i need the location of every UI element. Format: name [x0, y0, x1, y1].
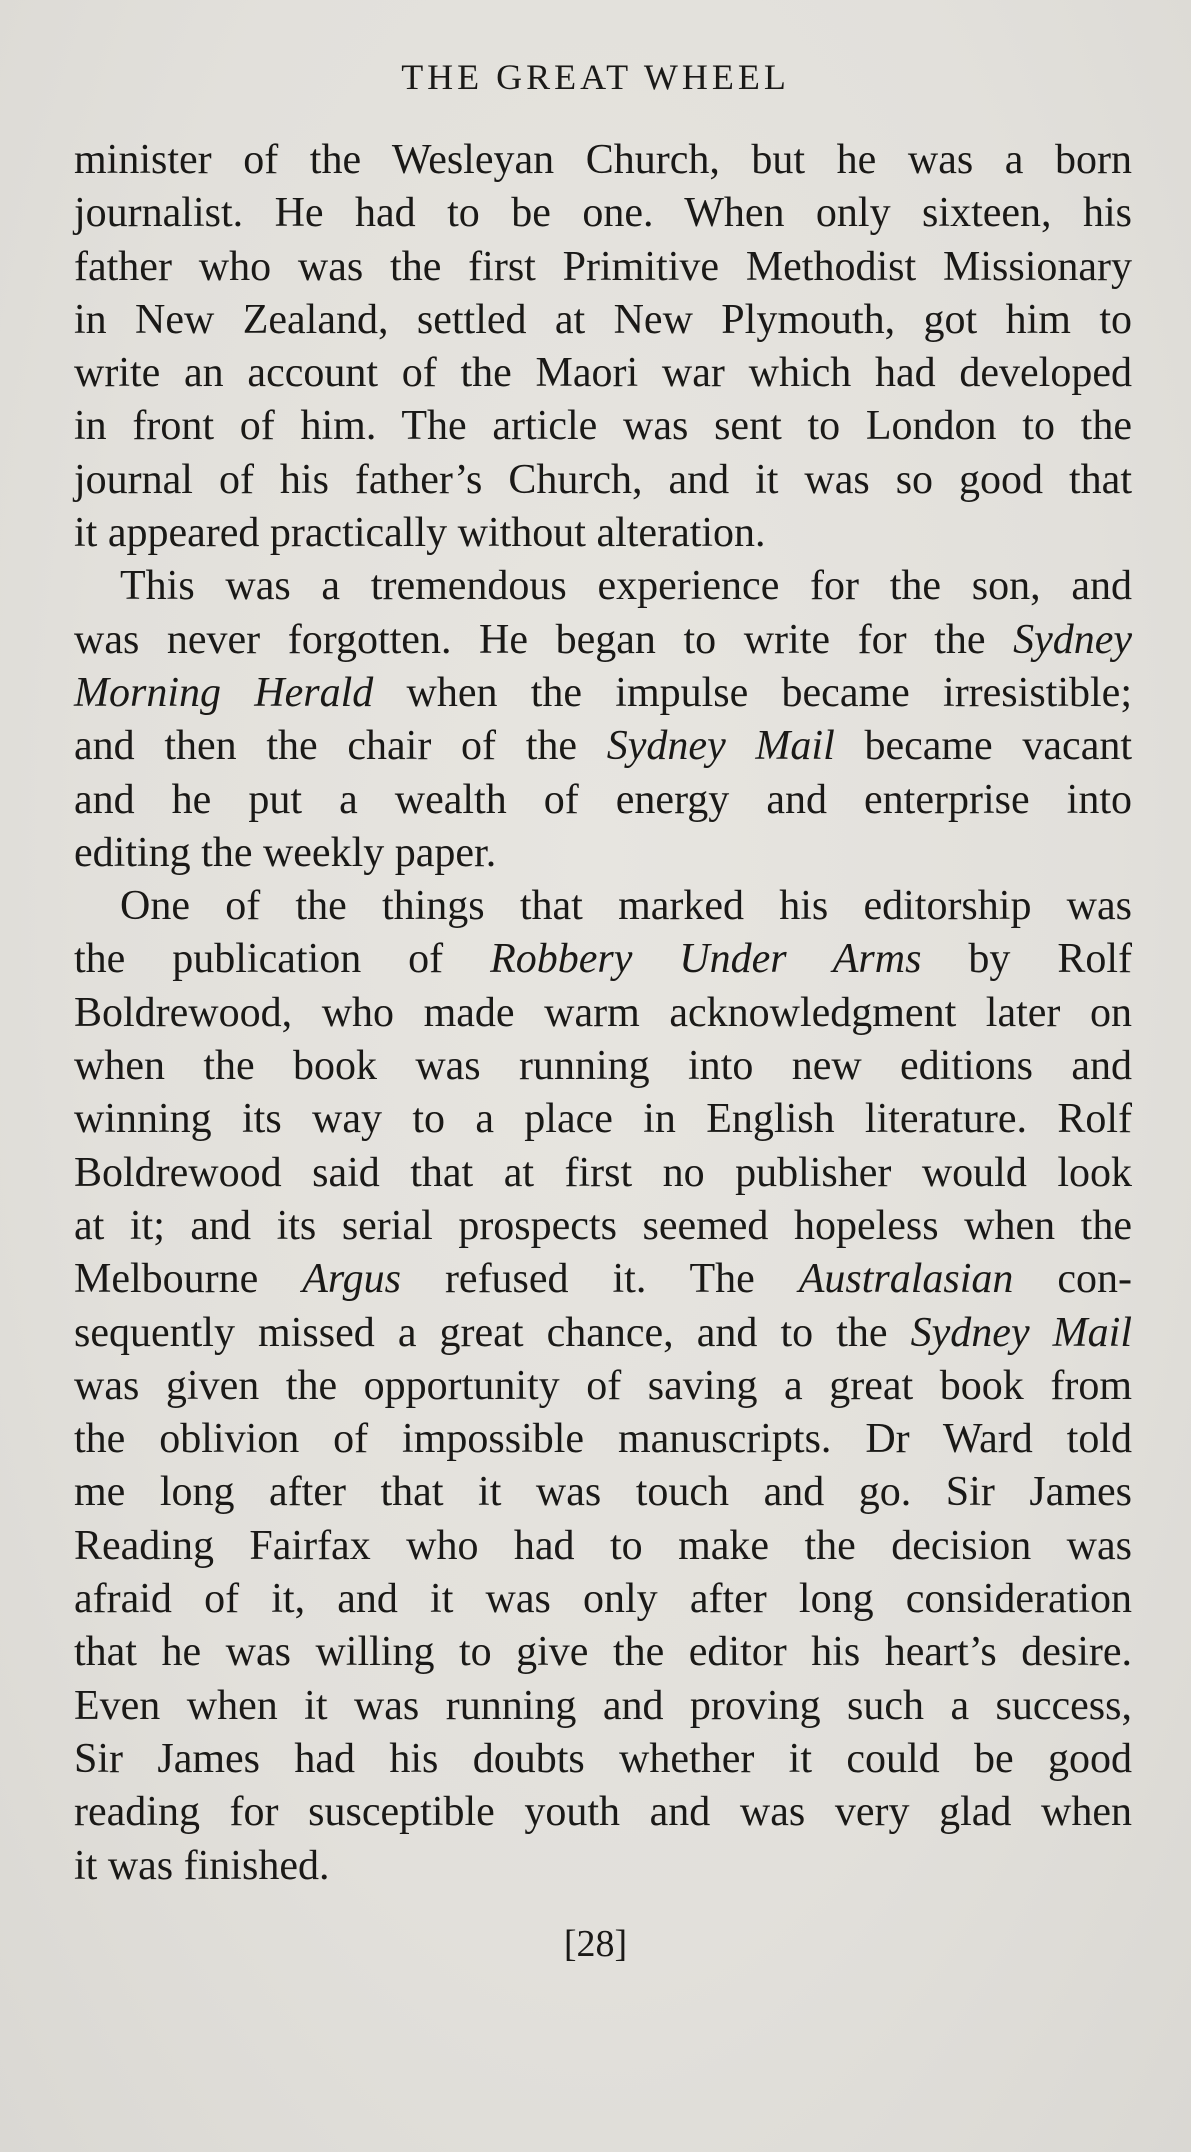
text-line — [74, 1307, 1132, 1360]
text-run: in front of him. The article was sent to London to the — [74, 403, 1132, 450]
text-line — [74, 1093, 1132, 1146]
text-run: Boldrewood, who made warm acknowledgment later on — [74, 989, 1132, 1036]
text-line — [74, 880, 1132, 933]
text-line — [74, 1680, 1132, 1733]
text-run: it appeared practically without alteration. — [74, 510, 766, 557]
text-line — [74, 1200, 1132, 1253]
text-line — [74, 1253, 1132, 1306]
text-run: when the impulse became irresistible; — [373, 669, 1132, 716]
text-line — [74, 294, 1132, 347]
text-run: afraid of it, and it was only after long consideration — [74, 1576, 1132, 1623]
text-run: me long after that it was touch and go. Sir James — [74, 1469, 1132, 1516]
text-line — [74, 1520, 1132, 1573]
text-line — [74, 987, 1132, 1040]
text-line — [74, 827, 1132, 880]
text-run: editing the weekly paper. — [74, 829, 497, 876]
text-run: it was finished. — [74, 1842, 330, 1889]
text-run: Reading Fairfax who had to make the decision was — [74, 1522, 1132, 1569]
text-line — [74, 507, 1132, 560]
text-run: Melbourne — [74, 1256, 303, 1303]
text-run: the oblivion of impossible manuscripts. Dr Ward told — [74, 1416, 1132, 1463]
text-line — [74, 560, 1132, 613]
text-line — [74, 667, 1132, 720]
italic-title: Sydney — [1013, 616, 1132, 663]
italic-title: Argus — [302, 1256, 402, 1303]
text-run: father who was the first Primitive Methodist Missionary — [74, 243, 1132, 290]
text-run: in New Zealand, settled at New Plymouth, got him to — [74, 296, 1132, 343]
text-line — [74, 241, 1132, 294]
text-line — [74, 400, 1132, 453]
text-line — [74, 1733, 1132, 1786]
text-run: Boldrewood said that at first no publisher would look — [74, 1149, 1132, 1196]
text-line — [74, 1573, 1132, 1626]
page-number: [28] — [563, 1923, 628, 1965]
text-run: by Rolf — [921, 936, 1132, 983]
text-run: that he was willing to give the editor his heart’s desire. — [74, 1629, 1132, 1676]
text-line — [74, 1360, 1132, 1413]
text-line — [74, 1786, 1132, 1839]
text-run: winning its way to a place in English literature. Rolf — [74, 1096, 1132, 1143]
text-run: became vacant — [834, 723, 1133, 770]
italic-title: Sydney Mail — [606, 723, 835, 770]
text-line — [74, 614, 1132, 667]
text-run: was never forgotten. He began to write for the — [74, 616, 1014, 663]
text-line — [74, 1840, 1132, 1893]
text-line — [74, 454, 1132, 507]
running-head: THE GREAT WHEEL — [401, 57, 790, 97]
text-run: This was a tremendous experience for the son, and — [120, 563, 1132, 610]
text-run: Even when it was running and proving such a success, — [74, 1682, 1132, 1729]
italic-title: Sydney Mail — [910, 1309, 1132, 1356]
text-run: journal of his father’s Church, and it was so good that — [74, 456, 1132, 503]
text-line — [74, 933, 1132, 986]
text-run: reading for susceptible youth and was very glad when — [74, 1789, 1132, 1836]
body-text — [74, 134, 1132, 1893]
text-run: journalist. He had to be one. When only sixteen, his — [74, 190, 1132, 237]
text-run: at it; and its serial prospects seemed hopeless when the — [74, 1202, 1132, 1249]
text-line — [74, 347, 1132, 400]
text-line — [74, 1626, 1132, 1679]
italic-title: Australasian — [798, 1256, 1014, 1303]
text-run: refused it. The — [401, 1256, 799, 1303]
text-run: was given the opportunity of saving a great book from — [74, 1362, 1132, 1409]
text-run: Sir James had his doubts whether it could be good — [74, 1735, 1132, 1782]
text-run: minister of the Wesleyan Church, but he was a born — [74, 137, 1132, 183]
text-run: write an account of the Maori war which had developed — [74, 350, 1132, 397]
text-run: con- — [1013, 1256, 1132, 1303]
text-line — [74, 774, 1132, 827]
text-run: when the book was running into new editions and — [74, 1043, 1132, 1090]
text-line — [74, 720, 1132, 773]
text-run: the publication of — [74, 936, 491, 983]
text-line — [74, 187, 1132, 240]
text-run: and he put a wealth of energy and enterprise into — [74, 776, 1132, 823]
text-line — [74, 134, 1132, 187]
text-run: and then the chair of the — [74, 723, 607, 770]
text-run: sequently missed a great chance, and to the — [74, 1309, 911, 1356]
italic-title: Morning Herald — [74, 669, 374, 716]
italic-title: Robbery Under Arms — [490, 936, 922, 983]
text-line — [74, 1466, 1132, 1519]
text-line — [74, 1147, 1132, 1200]
text-line — [74, 1040, 1132, 1093]
text-run: One of the things that marked his editorship was — [120, 883, 1132, 930]
text-line — [74, 1413, 1132, 1466]
